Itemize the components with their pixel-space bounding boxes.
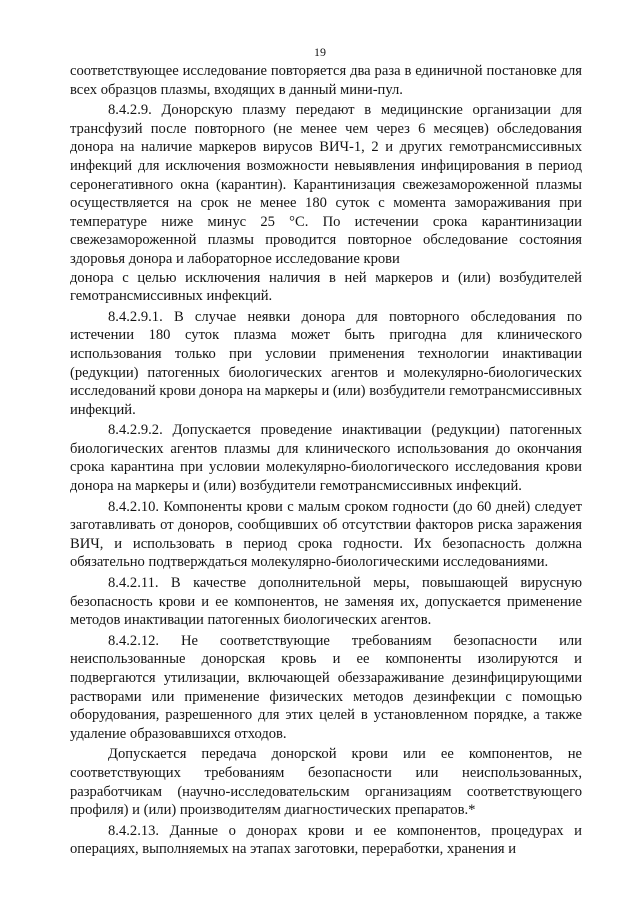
- paragraph-transfer: Допускается передача донорской крови или ее компонентов, не соответствующих требованиям безопасности или неиспользованных, разработчикам (научно-исследовательским организациям соответствующего профиля) и (или) производителям диагностических препаратов.*: [70, 746, 582, 819]
- paragraph-continuation: соответствующее исследование повторяется два раза в единичной постановке для всех образцов плазмы, входящих в данный мини-пул.: [70, 63, 582, 98]
- paragraph-8-4-2-13: 8.4.2.13. Данные о донорах крови и ее компонентов, процедурах и операциях, выполняемых на этапах заготовки, переработки, хранения и: [70, 822, 582, 858]
- document-body: [70, 62, 582, 859]
- paragraph-8-4-2-9: 8.4.2.9. Донорскую плазму передают в медицинские организации для трансфузий после повторного (не менее чем через 6 месяцев) обследования донора на наличие маркеров вирусов ВИЧ-1, 2 и других гемотрансмиссивных инфекций для исключения возможности невыявления инфицирования в период серонегативного окна (карантин). Карантинизация свежезамороженной плазмы осуществляется на срок не менее 180 суток с момента замораживания при температуре ниже минус 25 °С. По истечении срока карантинизации свежезамороженной плазмы проводится повторное обследование состояния здоровья донора и лабораторное исследование крови: [70, 102, 582, 267]
- page-number: 19: [314, 45, 326, 59]
- paragraph-8-4-2-9-2: 8.4.2.9.2. Допускается проведение инактивации (редукции) патогенных биологических агентов плазмы для клинического использования до окончания срока карантина при условии молекулярно-биологического исследования крови донора на маркеры и (или) возбудители гемотрансмиссивных инфекций.: [70, 422, 582, 495]
- paragraph-8-4-2-9-tail: донора с целью исключения наличия в ней маркеров и (или) возбудителей гемотрансмиссивных инфекций.: [70, 269, 582, 305]
- paragraph-8-4-2-9-1: 8.4.2.9.1. В случае неявки донора для повторного обследования по истечении 180 суток плазма может быть пригодна для клинического использования только при условии применения технологии инактивации (редукции) патогенных биологических агентов и молекулярно-биологических исследований крови донора на маркеры и (или) возбудители гемотрансмиссивных инфекций.: [70, 308, 582, 418]
- paragraph-8-4-2-10: 8.4.2.10. Компоненты крови с малым сроком годности (до 60 дней) следует заготавливать от доноров, сообщивших об отсутствии факторов риска заражения ВИЧ, и использовать в период срока годности. Их безопасность должна обязательно подтверждаться молекулярно-биологическими исследованиями.: [70, 498, 582, 571]
- paragraph-8-4-2-12: 8.4.2.12. Не соответствующие требованиям безопасности или неиспользованные донорская кровь и ее компоненты изолируются и подвергаются утилизации, включающей обеззараживание дезинфицирующими растворами или применение физических методов дезинфекции с помощью оборудования, разрешенного для этих целей в установленном порядке, а также удаление образовавшихся отходов.: [70, 632, 582, 742]
- paragraph-8-4-2-11: 8.4.2.11. В качестве дополнительной меры, повышающей вирусную безопасность крови и ее компонентов, не заменяя их, допускается применение методов инактивации патогенных биологических агентов.: [70, 575, 582, 629]
